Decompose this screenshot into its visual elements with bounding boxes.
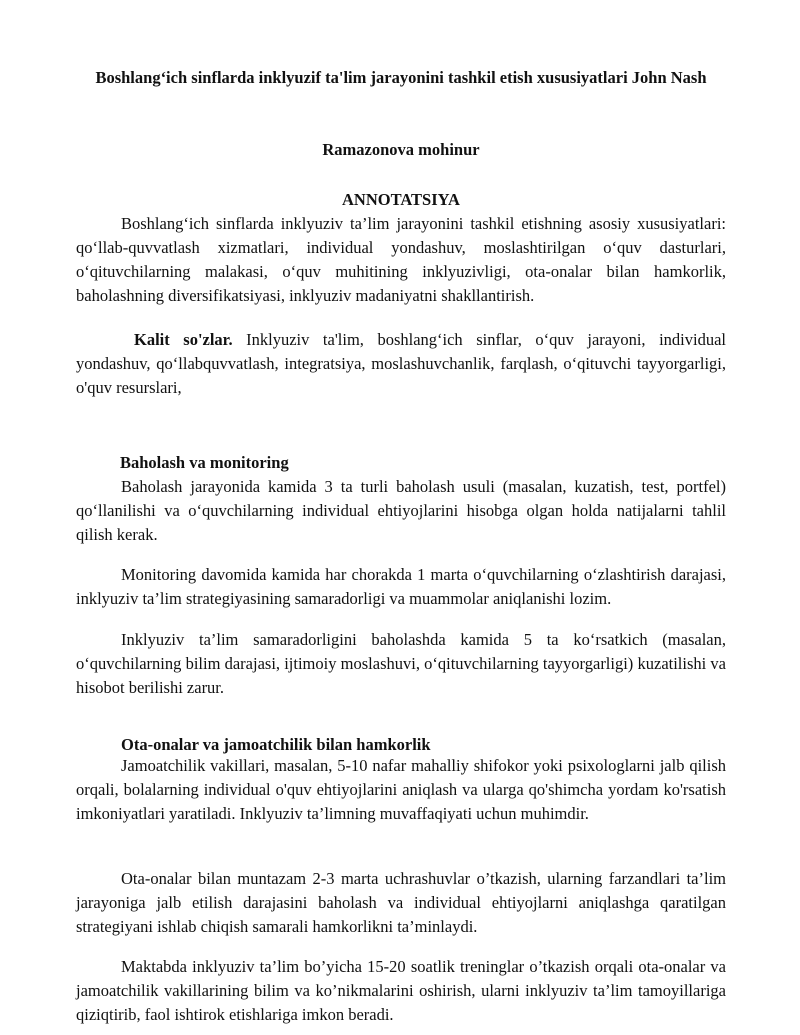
section2-paragraph-1: Jamoatchilik vakillari, masalan, 5-10 nafar mahalliy shifokor yoki psixologlarni jalb qilish orqali, bolalarning individual o'quv ehtiyojlarini aniqlash va ularga qo'shimcha yordam ko'rsatish imkoniyatlari yaratiladi. Inklyuziv ta’limning muvaffaqiyati uchun muhimdir. — [76, 756, 726, 823]
keywords-label: Kalit so'zlar. — [134, 330, 233, 349]
section1-paragraph-1: Baholash jarayonida kamida 3 ta turli baholash usuli (masalan, kuzatish, test, portfel) qo‘llanilishi va o‘quvchilarning individual ehtiyojlarini hisobga olgan holda natijalarni tahlil qilish kerak. — [76, 477, 726, 544]
keywords-text: Inklyuziv ta'lim, boshlang‘ich sinflar, o‘quv jarayoni, individual yondashuv, qo‘llabquvvatlash, integratsiya, moslashuvchanlik, farqlash, o‘qituvchi tayyorgarligi, o'quv resurslari, — [76, 330, 726, 397]
section-heading-assessment: Baholash va monitoring — [120, 453, 289, 472]
section2-paragraph-3: Maktabda inklyuziv ta’lim bo’yicha 15-20 soatlik treninglar o’tkazish orqali ota-onalar va jamoatchilik vakillarining bilim va ko’nikmalarini oshirish, ularni inklyuziv ta’lim tamoyillariga qiziqtirib, faol ishtirok etishlariga imkon beradi. — [76, 957, 726, 1024]
section1-paragraph-2: Monitoring davomida kamida har chorakda 1 marta o‘quvchilarning o‘zlashtirish darajasi, inklyuziv ta’lim strategiyasining samaradorligi va muammolar aniqlanishi lozim. — [76, 565, 726, 608]
keywords-paragraph — [76, 328, 726, 400]
section-heading-collaboration: Ota-onalar va jamoatchilik bilan hamkorlik — [121, 735, 431, 754]
document-title: Boshlang‘ich sinflarda inklyuzif ta'lim jarayonini tashkil etish xususiyatlari John Nash — [95, 68, 707, 87]
section1-paragraph-3: Inklyuziv ta’lim samaradorligini baholashda kamida 5 ta ko‘rsatkich (masalan, o‘quvchilarning bilim darajasi, ijtimoiy moslashuvi, o‘qituvchilarning tayyorgarligi) kuzatilishi va hisobot berilishi zarur. — [76, 630, 726, 697]
annotation-paragraph: Boshlang‘ich sinflarda inklyuziv ta’lim jarayonini tashkil etishning asosiy xususiyatlari: qo‘llab-quvvatlash xizmatlari, individual yondashuv, moslashtirilgan o‘quv dasturlari, o‘qituvchilarning malakasi, o‘quv muhitining inklyuzivligi, ota-onalar bilan hamkorlik, baholashning diversifikatsiyasi, inklyuziv madaniyatni shakllantirish. — [76, 214, 726, 305]
section2-paragraph-2: Ota-onalar bilan muntazam 2-3 marta uchrashuvlar o’tkazish, ularning farzandlari ta’lim jarayoniga jalb etilish darajasini baholash va individual ehtiyojlarni aniqlashga qaratilgan strategiyani ishlab chiqish samarali hamkorlikni ta’minlaydi. — [76, 869, 726, 936]
annotation-heading: ANNOTATSIYA — [342, 190, 460, 209]
author-name: Ramazonova mohinur — [322, 140, 480, 159]
